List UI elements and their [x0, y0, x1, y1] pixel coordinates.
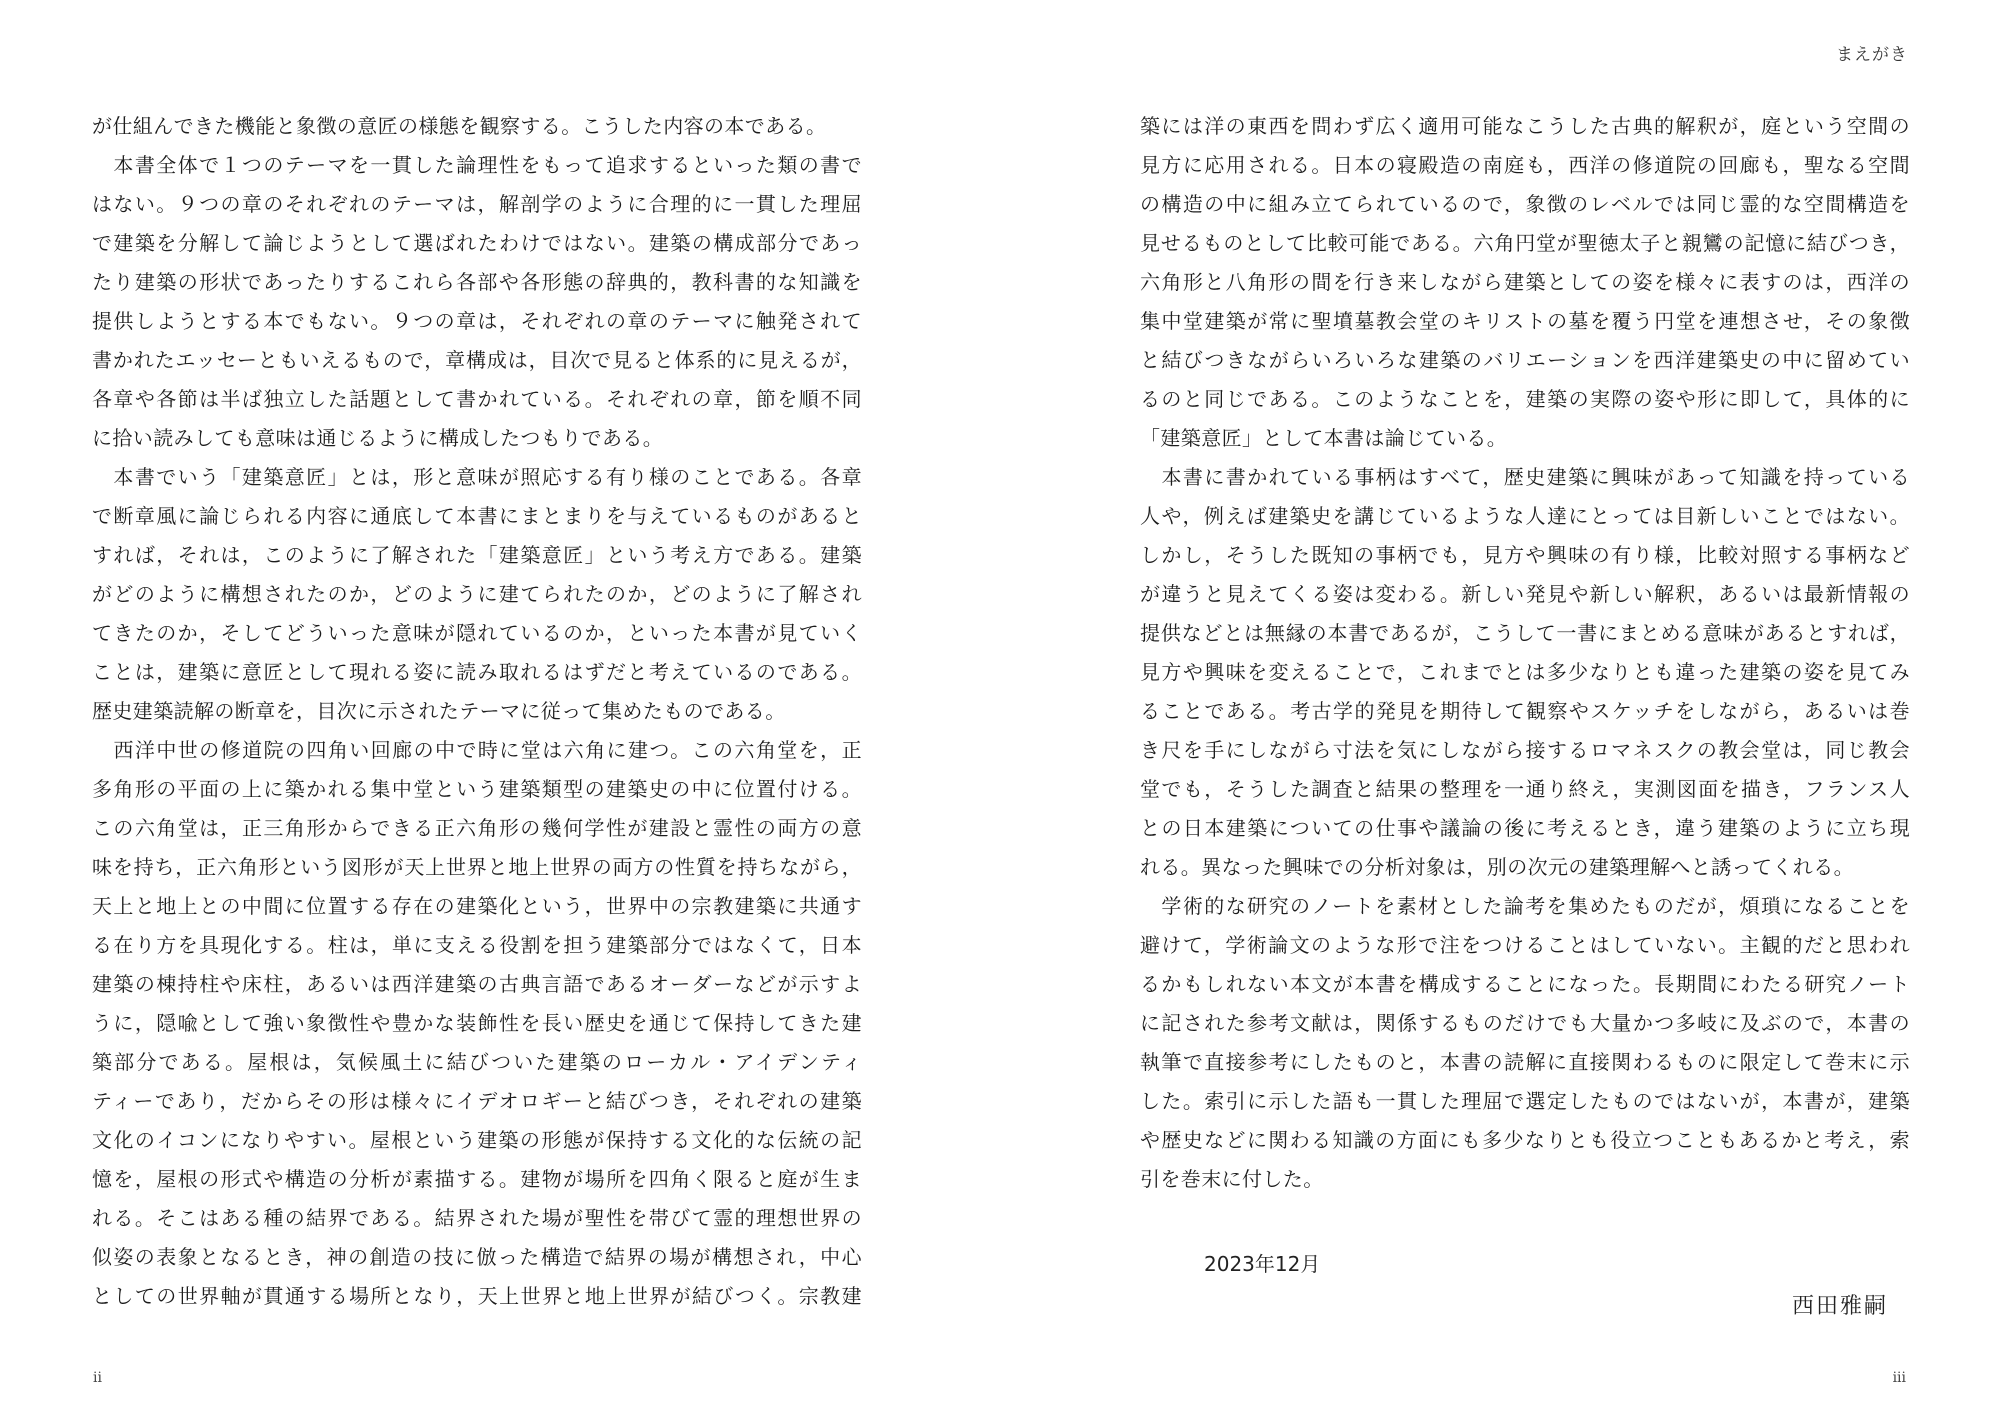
text-line: や歴史などに関わる知識の方面にも多少なりとも役立つこともあるかと考え，索	[1140, 1128, 1910, 1152]
text-line: 避けて，学術論文のような形で注をつけることはしていない。主観的だと思われ	[1140, 933, 1910, 957]
text-line: 似姿の表象となるとき，神の創造の技に倣った構造で結界の場が構想され，中心	[92, 1245, 862, 1269]
text-line: 天上と地上との中間に位置する存在の建築化という，世界中の宗教建築に共通す	[92, 894, 862, 918]
text-line: 西洋中世の修道院の四角い回廊の中で時に堂は六角に建つ。この六角堂を，正	[92, 738, 862, 762]
text-line: 見方や興味を変えることで，これまでとは多少なりとも違った建築の姿を見てみ	[1140, 660, 1910, 684]
text-line: 堂でも，そうした調査と結果の整理を一通り終え，実測図面を描き，フランス人	[1140, 777, 1910, 801]
text-line: の構造の中に組み立てられているので，象徴のレベルでは同じ霊的な空間構造を	[1140, 192, 1910, 216]
text-line: る在り方を具現化する。柱は，単に支える役割を担う建築部分ではなくて，日本	[92, 933, 862, 957]
text-line: 本書全体で１つのテーマを一貫した論理性をもって追求するといった類の書で	[92, 153, 862, 177]
text-line: 歴史建築読解の断章を，目次に示されたテーマに従って集めたものである。	[92, 699, 786, 723]
text-line: 文化のイコンになりやすい。屋根という建築の形態が保持する文化的な伝統の記	[92, 1128, 862, 1152]
text-line: はない。９つの章のそれぞれのテーマは，解剖学のように合理的に一貫した理屈	[92, 192, 862, 216]
text-line: 築部分である。屋根は，気候風土に結びついた建築のローカル・アイデンティ	[92, 1050, 862, 1074]
preface-date: 2023年12月	[1204, 1252, 1321, 1276]
text-line: で断章風に論じられる内容に通底して本書にまとまりを与えているものがあると	[92, 504, 862, 528]
text-line: 多角形の平面の上に築かれる集中堂という建築類型の建築史の中に位置付ける。	[92, 777, 862, 801]
text-line: 提供しようとする本でもない。９つの章は，それぞれの章のテーマに触発されて	[92, 309, 862, 333]
text-line: 築には洋の東西を問わず広く適用可能なこうした古典的解釈が，庭という空間の	[1140, 114, 1910, 138]
text-line: 見方に応用される。日本の寝殿造の南庭も，西洋の修道院の回廊も，聖なる空間	[1140, 153, 1910, 177]
text-line: この六角堂は，正三角形からできる正六角形の幾何学性が建設と霊性の両方の意	[92, 816, 862, 840]
text-line: れる。異なった興味での分析対象は，別の次元の建築理解へと誘ってくれる。	[1140, 855, 1854, 879]
text-line: が仕組んできた機能と象徴の意匠の様態を観察する。こうした内容の本である。	[92, 114, 827, 138]
text-line: 人や，例えば建築史を講じているような人達にとっては目新しいことではない。	[1140, 504, 1910, 528]
text-line: した。索引に示した語も一貫した理屈で選定したものではないが，本書が，建築	[1140, 1089, 1910, 1113]
right-page	[1000, 0, 2000, 1422]
text-line: 憶を，屋根の形式や構造の分析が素描する。建物が場所を四角く限ると庭が生ま	[92, 1167, 862, 1191]
text-line: 執筆で直接参考にしたものと，本書の読解に直接関わるものに限定して巻末に示	[1140, 1050, 1910, 1074]
text-line: 「建築意匠」として本書は論じている。	[1140, 426, 1508, 450]
text-line: たり建築の形状であったりするこれら各部や各形態の辞典的，教科書的な知識を	[92, 270, 862, 294]
text-line: るのと同じである。このようなことを，建築の実際の姿や形に即して，具体的に	[1140, 387, 1910, 411]
text-line: しかし，そうした既知の事柄でも，見方や興味の有り様，比較対照する事柄など	[1140, 543, 1910, 567]
page-number-left: ii	[93, 1370, 102, 1386]
text-line: 見せるものとして比較可能である。六角円堂が聖徳太子と親鸞の記憶に結びつき，	[1140, 231, 1910, 255]
text-line: るかもしれない本文が本書を構成することになった。長期間にわたる研究ノート	[1140, 972, 1910, 996]
text-line: 本書でいう「建築意匠」とは，形と意味が照応する有り様のことである。各章	[92, 465, 862, 489]
page-number-right: iii	[1892, 1370, 1906, 1386]
text-line: 本書に書かれている事柄はすべて，歴史建築に興味があって知識を持っている	[1140, 465, 1910, 489]
text-line: き尺を手にしながら寸法を気にしながら接するロマネスクの教会堂は，同じ教会	[1140, 738, 1910, 762]
text-line: との日本建築についての仕事や議論の後に考えるとき，違う建築のように立ち現	[1140, 816, 1910, 840]
text-line: すれば，それは，このように了解された「建築意匠」という考え方である。建築	[92, 543, 862, 567]
text-line: ティーであり，だからその形は様々にイデオロギーと結びつき，それぞれの建築	[92, 1089, 862, 1113]
text-line: ことは，建築に意匠として現れる姿に読み取れるはずだと考えているのである。	[92, 660, 862, 684]
text-line: 引を巻末に付した。	[1140, 1167, 1324, 1191]
left-page-body-text	[92, 107, 862, 1316]
text-line: が違うと見えてくる姿は変わる。新しい発見や新しい解釈，あるいは最新情報の	[1140, 582, 1910, 606]
text-line: てきたのか，そしてどういった意味が隠れているのか，といった本書が見ていく	[92, 621, 862, 645]
text-line: 各章や各節は半ば独立した話題として書かれている。それぞれの章，節を順不同	[92, 387, 862, 411]
text-line: 書かれたエッセーともいえるもので，章構成は，目次で見ると体系的に見えるが，	[92, 348, 862, 372]
text-line: に拾い読みしても意味は通じるように構成したつもりである。	[92, 426, 664, 450]
text-line: 学術的な研究のノートを素材とした論考を集めたものだが，煩瑣になることを	[1140, 894, 1910, 918]
text-line: れる。そこはある種の結界である。結界された場が聖性を帯びて霊的理想世界の	[92, 1206, 862, 1230]
text-line: で建築を分解して論じようとして選ばれたわけではない。建築の構成部分であっ	[92, 231, 862, 255]
text-line: うに，隠喩として強い象徴性や豊かな装飾性を長い歴史を通じて保持してきた建	[92, 1011, 862, 1035]
text-line: 提供などとは無縁の本書であるが，こうして一書にまとめる意味があるとすれば，	[1140, 621, 1910, 645]
text-line: ることである。考古学的発見を期待して観察やスケッチをしながら，あるいは巻	[1140, 699, 1910, 723]
text-line: がどのように構想されたのか，どのように建てられたのか，どのように了解され	[92, 582, 862, 606]
text-line: に記された参考文献は，関係するものだけでも大量かつ多岐に及ぶので，本書の	[1140, 1011, 1910, 1035]
text-line: 建築の棟持柱や床柱，あるいは西洋建築の古典言語であるオーダーなどが示すよ	[92, 972, 862, 996]
author-signature: 西田雅嗣	[1791, 1294, 1888, 1319]
running-head: まえがき	[1836, 45, 1908, 65]
right-page-body-text	[1140, 107, 1910, 1199]
text-line: としての世界軸が貫通する場所となり，天上世界と地上世界が結びつく。宗教建	[92, 1284, 862, 1308]
text-line: 六角形と八角形の間を行き来しながら建築としての姿を様々に表すのは，西洋の	[1140, 270, 1910, 294]
text-line: 集中堂建築が常に聖墳墓教会堂のキリストの墓を覆う円堂を連想させ，その象徴	[1140, 309, 1910, 333]
text-line: 味を持ち，正六角形という図形が天上世界と地上世界の両方の性質を持ちながら，	[92, 855, 862, 879]
text-line: と結びつきながらいろいろな建築のバリエーションを西洋建築史の中に留めてい	[1140, 348, 1910, 372]
